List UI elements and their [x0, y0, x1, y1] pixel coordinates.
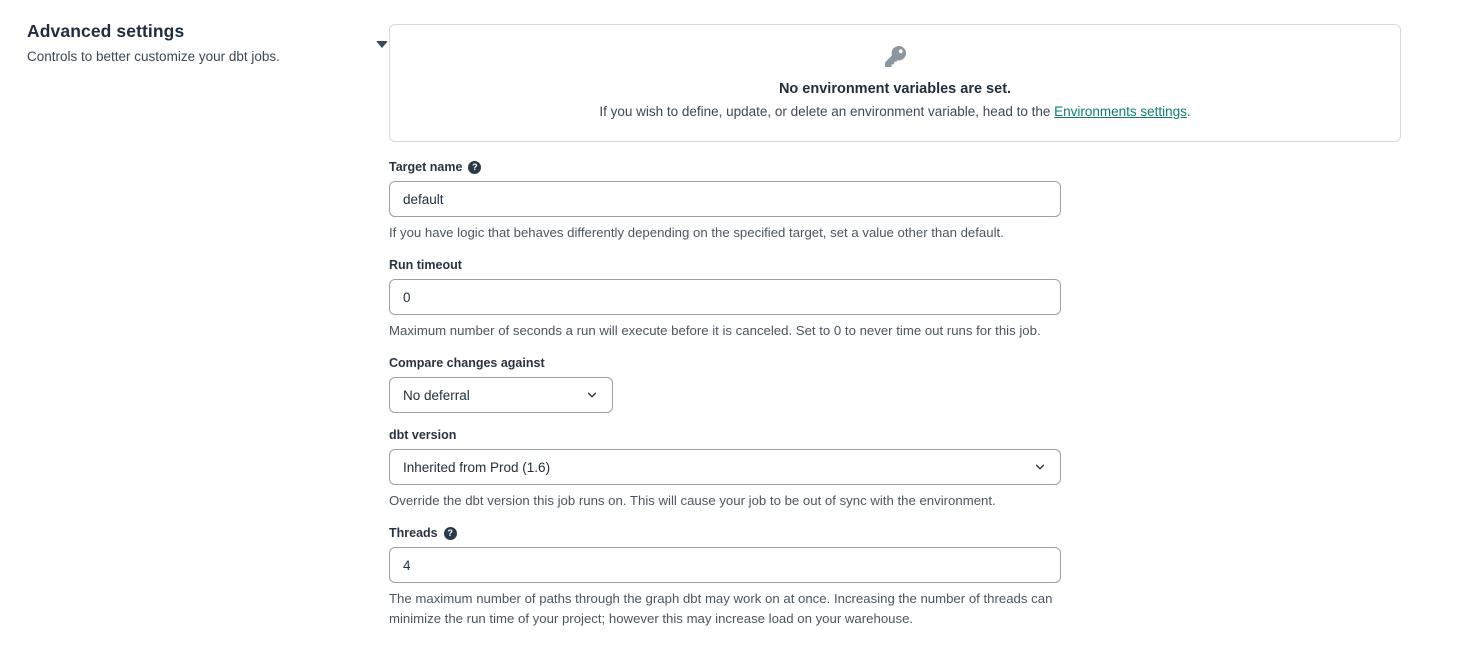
field-run-timeout — [389, 258, 1061, 341]
field-threads — [389, 526, 1061, 629]
page-subtitle: Controls to better customize your dbt jobs. — [27, 48, 280, 64]
chevron-down-icon — [585, 388, 599, 402]
env-empty-body — [410, 104, 1380, 119]
dbt-version-helper: Override the dbt version this job runs on. This will cause your job to be out of sync with the environment. — [389, 493, 996, 508]
threads-helper: The maximum number of paths through the graph dbt may work on at once. Increasing the number of threads can minimize the run time of your project; however this may increase load on your warehouse. — [389, 591, 1053, 626]
key-icon — [885, 46, 906, 68]
field-dbt-version — [389, 428, 1061, 511]
settings-form-column — [389, 0, 1401, 644]
env-variables-empty-panel — [389, 24, 1401, 142]
target-name-help-icon[interactable]: ? — [468, 161, 481, 174]
chevron-down-icon — [1033, 460, 1047, 474]
page-title: Advanced settings — [27, 21, 185, 41]
target-name-helper: If you have logic that behaves differently depending on the specified target, set a value other than default. — [389, 225, 1004, 240]
collapse-section-button[interactable] — [375, 39, 389, 49]
env-empty-title: No environment variables are set. — [778, 81, 1012, 97]
env-body-prefix: If you wish to define, update, or delete an environment variable, head to the — [599, 104, 1055, 119]
field-target-name — [389, 160, 1061, 243]
threads-input[interactable] — [389, 547, 1061, 583]
run-timeout-label: Run timeout — [389, 258, 462, 272]
compare-changes-select[interactable] — [389, 377, 613, 413]
env-body-suffix: . — [1186, 104, 1191, 119]
dbt-version-label: dbt version — [389, 428, 457, 442]
advanced-settings-form — [389, 160, 1061, 629]
compare-changes-value: No deferral — [403, 387, 470, 403]
target-name-input[interactable] — [389, 181, 1061, 217]
field-compare-changes — [389, 356, 1061, 413]
dbt-version-value: Inherited from Prod (1.6) — [403, 459, 551, 475]
dbt-version-select[interactable] — [389, 449, 1061, 485]
run-timeout-helper: Maximum number of seconds a run will execute before it is canceled. Set to 0 to never time out runs for this job. — [389, 323, 1041, 338]
triangle-down-icon — [376, 41, 388, 48]
threads-help-icon[interactable]: ? — [444, 527, 457, 540]
environments-settings-link[interactable]: Environments settings — [1054, 104, 1187, 119]
section-header — [0, 0, 389, 64]
threads-label: Threads — [389, 526, 438, 540]
section-header-text — [27, 21, 280, 64]
compare-changes-label: Compare changes against — [389, 356, 545, 370]
target-name-label: Target name — [389, 160, 463, 174]
run-timeout-input[interactable] — [389, 279, 1061, 315]
